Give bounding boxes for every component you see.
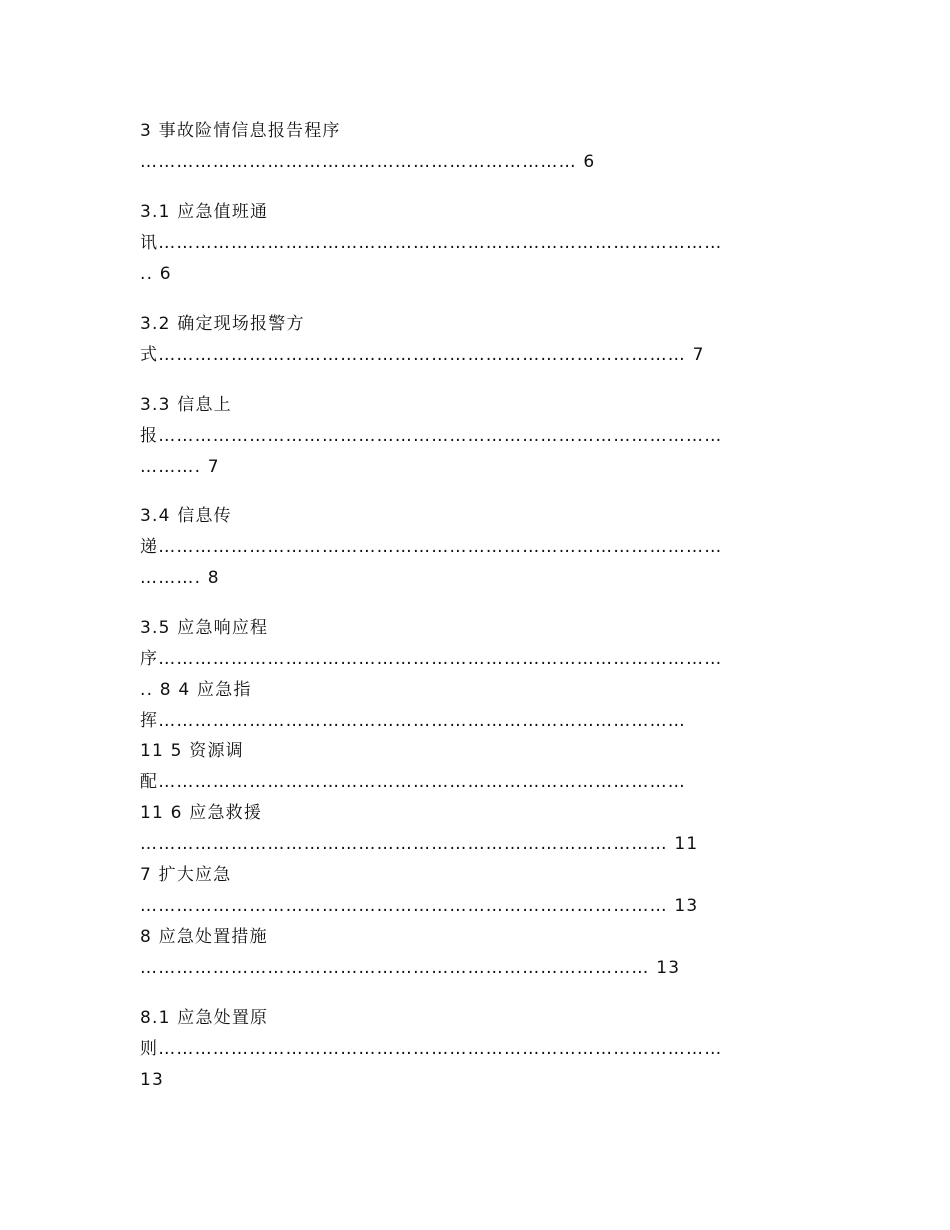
toc-line: 11 6 应急救援 <box>140 803 263 823</box>
toc-line: 8.1 应急处置原 <box>140 1008 269 1028</box>
toc-line: 3.2 确定现场报警方 <box>140 314 305 334</box>
toc-line: 8 应急处置措施 <box>140 927 268 947</box>
toc-line: ………. 7 <box>140 457 220 477</box>
toc-line: 11 5 资源调 <box>140 741 244 761</box>
toc-line: ………………………………………………………………………… 13 <box>140 958 681 978</box>
toc-line: 3.1 应急值班通 <box>140 202 269 222</box>
toc-line: 3.4 信息传 <box>140 506 232 526</box>
toc-line: 式…………………………………………………………………………… 7 <box>140 345 705 365</box>
toc-line: 序………………………………………………………………………………… <box>140 649 723 669</box>
toc-line: .. 8 4 应急指 <box>140 680 252 700</box>
toc-line: 报………………………………………………………………………………… <box>140 426 723 446</box>
toc-line: 递………………………………………………………………………………… <box>140 537 723 557</box>
toc-line: 3.3 信息上 <box>140 395 232 415</box>
toc-line: …………………………………………………………………………… 11 <box>140 834 699 854</box>
toc-line: 13 <box>140 1070 165 1090</box>
toc-line: 7 扩大应急 <box>140 865 232 885</box>
toc-line: 3 事故险情信息报告程序 <box>140 121 341 141</box>
toc-line: 配…………………………………………………………………………… <box>140 772 686 792</box>
toc-line: ……………………………………………………………… 6 <box>140 152 596 172</box>
toc-line: 讯………………………………………………………………………………… <box>140 233 723 253</box>
toc-line: 3.5 应急响应程 <box>140 618 269 638</box>
toc-line: .. 6 <box>140 264 172 284</box>
toc-line: …………………………………………………………………………… 13 <box>140 896 699 916</box>
toc-line: ………. 8 <box>140 568 220 588</box>
toc-line: 挥…………………………………………………………………………… <box>140 711 686 731</box>
toc-line: 则………………………………………………………………………………… <box>140 1039 723 1059</box>
